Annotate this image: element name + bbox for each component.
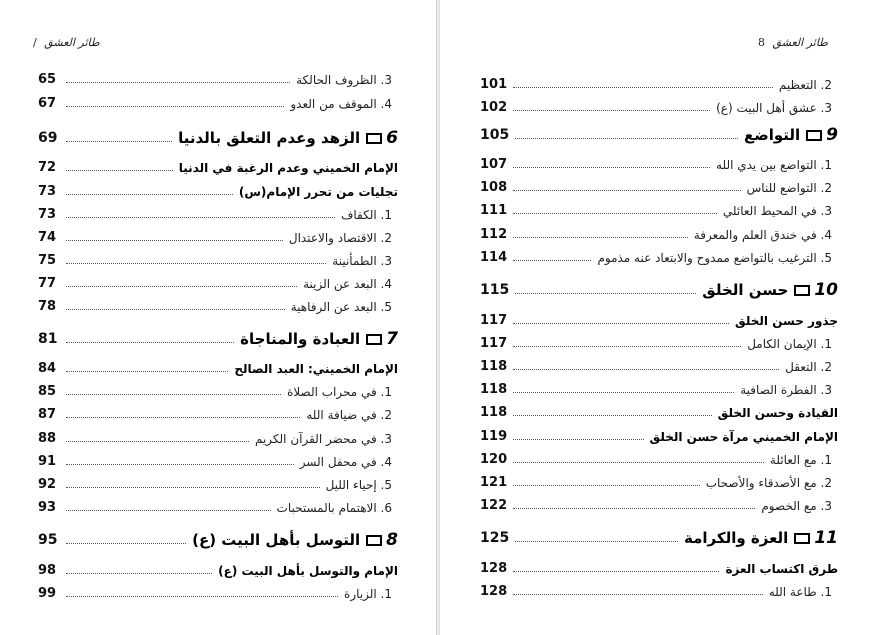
toc-entry[interactable] (480, 336, 838, 351)
dot-leader (515, 138, 738, 139)
toc-page-number: 105 (480, 127, 510, 143)
chapter-box-icon (794, 285, 810, 296)
dot-leader (513, 87, 773, 88)
dot-leader (513, 508, 755, 509)
toc-entry[interactable] (38, 96, 398, 111)
dot-leader (66, 106, 284, 107)
toc-entry-title: 1. مع العائلة (769, 452, 832, 467)
dot-leader (66, 487, 320, 488)
toc-page-number: 121 (480, 475, 508, 490)
toc-page-number: 78 (38, 299, 57, 314)
dot-leader (513, 485, 700, 486)
toc-entry[interactable] (38, 454, 398, 469)
chapter-number: 8 (386, 530, 398, 550)
toc-page-number: 117 (480, 336, 508, 351)
toc-page-number: 81 (38, 331, 58, 347)
chapter-box-icon (794, 533, 810, 544)
toc-entry-title: 1. الزيارة (344, 586, 392, 601)
toc-page-number: 107 (480, 157, 508, 172)
toc-page-number: 99 (38, 586, 57, 601)
chapter-heading (702, 280, 838, 300)
toc-entry[interactable] (480, 498, 838, 513)
toc-entry-title: الإمام والتوسل بأهل البيت (ع) (218, 563, 398, 578)
toc-entry[interactable] (38, 500, 398, 515)
toc-page-number: 91 (38, 454, 57, 469)
toc-entry[interactable] (38, 276, 398, 291)
toc-page-number: 69 (38, 130, 58, 146)
toc-chapter[interactable] (480, 528, 838, 548)
chapter-box-icon (806, 130, 822, 141)
dot-leader (515, 293, 696, 294)
toc-entry-title: 3. في محضر القرآن الكريم (254, 431, 392, 446)
toc-page-number: 87 (38, 407, 57, 422)
running-title: طائر العشق (772, 36, 828, 49)
toc-page-number: 117 (480, 313, 508, 328)
toc-page-number: 122 (480, 498, 508, 513)
toc-entry[interactable] (480, 475, 838, 490)
toc-entry[interactable] (480, 77, 838, 92)
toc-entry-title: 1. الإيمان الكامل (747, 336, 832, 351)
toc-entry-title: 1. التواضع بين يدي الله (716, 157, 832, 172)
toc-entry-title: 1. في محراب الصلاة (287, 384, 392, 399)
toc-entry[interactable] (38, 407, 398, 422)
chapter-heading (178, 128, 398, 148)
toc-entry[interactable] (480, 227, 838, 242)
toc-entry[interactable] (38, 72, 398, 87)
page-number: / (33, 36, 37, 49)
toc-page-number: 114 (480, 250, 508, 265)
toc-list-right (440, 0, 876, 635)
toc-chapter[interactable] (480, 280, 838, 300)
dot-leader (513, 213, 717, 214)
dot-leader (66, 417, 300, 418)
toc-entry-title: طرق اكتساب العزة (725, 561, 838, 576)
toc-entry-title: 3. عشق أهل البيت (ع) (716, 100, 832, 115)
toc-page-number: 74 (38, 230, 57, 245)
toc-entry-title: 3. في المحيط العائلي (722, 203, 832, 218)
chapter-title: التواضع (743, 126, 801, 144)
toc-entry[interactable] (38, 253, 398, 268)
toc-page-number: 101 (480, 77, 508, 92)
toc-entry-title: الإمام الخميني مرآة حسن الخلق (649, 429, 838, 444)
dot-leader (66, 286, 297, 287)
toc-entry[interactable] (480, 452, 838, 467)
toc-chapter[interactable] (38, 530, 398, 550)
toc-entry[interactable] (480, 100, 838, 115)
toc-entry-title: الإمام الخميني: العبد الصالح (234, 361, 398, 376)
page-number: 8 (758, 36, 765, 49)
toc-entry-title: جذور حسن الخلق (735, 313, 838, 328)
toc-entry-title: القيادة وحسن الخلق (717, 405, 838, 420)
toc-page-number: 77 (38, 276, 57, 291)
toc-entry-title: 2. مع الأصدقاء والأصحاب (705, 475, 832, 490)
toc-subheading[interactable] (38, 160, 398, 175)
chapter-heading (684, 528, 838, 548)
dot-leader (513, 594, 763, 595)
chapter-title: الزهد وعدم التعلق بالدنيا (178, 129, 361, 147)
dot-leader (66, 309, 285, 310)
chapter-number: 11 (814, 528, 838, 548)
toc-entry[interactable] (38, 477, 398, 492)
toc-entry-title: 1. طاعة الله (768, 584, 832, 599)
toc-page-number: 72 (38, 160, 57, 175)
toc-entry[interactable] (38, 384, 398, 399)
toc-chapter[interactable] (38, 128, 398, 148)
chapter-box-icon (366, 133, 382, 144)
toc-page-number: 93 (38, 500, 57, 515)
dot-leader (66, 510, 271, 511)
dot-leader (513, 369, 779, 370)
chapter-number: 9 (826, 125, 838, 145)
chapter-heading (744, 125, 838, 145)
toc-chapter[interactable] (38, 329, 398, 349)
chapter-number: 7 (386, 329, 398, 349)
toc-entry-title: 2. التعقل (785, 359, 832, 374)
dot-leader (513, 392, 734, 393)
toc-page-number: 118 (480, 382, 508, 397)
dot-leader (513, 167, 710, 168)
toc-entry-title: 6. الاهتمام بالمستحبات (276, 500, 392, 515)
toc-entry[interactable] (480, 180, 838, 195)
dot-leader (513, 439, 643, 440)
toc-entry-title: 2. الاقتصاد والاعتدال (288, 230, 392, 245)
toc-page-number: 85 (38, 384, 57, 399)
dot-leader (66, 342, 234, 343)
dot-leader (66, 543, 186, 544)
toc-page-number: 111 (480, 203, 508, 218)
toc-entry[interactable] (480, 584, 838, 599)
toc-page-number: 73 (38, 184, 57, 199)
toc-subheading[interactable] (480, 313, 838, 328)
toc-subheading[interactable] (480, 429, 838, 444)
dot-leader (66, 263, 326, 264)
toc-entry-title: 3. مع الخصوم (761, 498, 832, 513)
dot-leader (66, 464, 294, 465)
toc-subheading[interactable] (38, 184, 398, 199)
toc-page-number: 119 (480, 429, 508, 444)
toc-entry-title: 2. التواضع للناس (746, 180, 832, 195)
toc-entry-title: 3. الظروف الحالكة (296, 72, 392, 87)
toc-entry[interactable] (38, 431, 398, 446)
dot-leader (66, 217, 335, 218)
toc-chapter[interactable] (480, 125, 838, 145)
toc-entry-title: 5. البعد عن الرفاهية (290, 299, 392, 314)
toc-page-number: 128 (480, 584, 508, 599)
toc-entry-title: تجليات من تحرر الإمام(س) (238, 184, 398, 199)
dot-leader (66, 441, 249, 442)
toc-page-number: 112 (480, 227, 508, 242)
toc-subheading[interactable] (38, 563, 398, 578)
dot-leader (513, 346, 741, 347)
toc-entry-title: 4. في خندق العلم والمعرفة (693, 227, 832, 242)
toc-page-number: 75 (38, 253, 57, 268)
toc-entry-title: 3. الفطرة الصافية (740, 382, 832, 397)
chapter-number: 10 (814, 280, 838, 300)
dot-leader (513, 260, 591, 261)
toc-entry[interactable] (38, 299, 398, 314)
toc-entry-title: 5. إحياء الليل (325, 477, 392, 492)
running-title: طائر العشق (44, 36, 100, 49)
dot-leader (66, 394, 281, 395)
toc-page-number: 84 (38, 361, 57, 376)
toc-page-number: 98 (38, 563, 57, 578)
chapter-box-icon (366, 535, 382, 546)
toc-entry-title: 2. التعظيم (778, 77, 832, 92)
dot-leader (66, 240, 283, 241)
toc-page-number: 92 (38, 477, 57, 492)
dot-leader (513, 190, 741, 191)
dot-leader (66, 141, 172, 142)
toc-entry[interactable] (38, 586, 398, 601)
dot-leader (513, 323, 729, 324)
dot-leader (513, 462, 764, 463)
toc-entry[interactable] (480, 157, 838, 172)
dot-leader (66, 194, 233, 195)
chapter-title: العزة والكرامة (684, 529, 789, 547)
dot-leader (66, 573, 212, 574)
toc-entry[interactable] (480, 250, 838, 265)
toc-page-number: 67 (38, 96, 57, 111)
toc-entry[interactable] (38, 207, 398, 222)
toc-page-number: 88 (38, 431, 57, 446)
chapter-title: حسن الخلق (702, 281, 789, 299)
chapter-box-icon (366, 334, 382, 345)
toc-page-number: 115 (480, 282, 510, 298)
toc-entry-title: 4. في محفل السر (299, 454, 392, 469)
toc-page-number: 102 (480, 100, 508, 115)
toc-entry-title: 1. الكفاف (340, 207, 392, 222)
toc-entry-title: 5. الترغيب بالتواضع ممدوح والابتعاد عنه مذموم (597, 250, 832, 265)
toc-page-number: 118 (480, 359, 508, 374)
dot-leader (66, 596, 338, 597)
dot-leader (513, 237, 688, 238)
toc-list-left (0, 0, 436, 635)
toc-page-number: 118 (480, 405, 508, 420)
chapter-heading (240, 329, 398, 349)
toc-entry[interactable] (480, 203, 838, 218)
toc-entry[interactable] (480, 359, 838, 374)
dot-leader (66, 170, 173, 171)
toc-page-number: 108 (480, 180, 508, 195)
toc-page-number: 73 (38, 207, 57, 222)
dot-leader (513, 571, 719, 572)
toc-entry-title: الإمام الخميني وعدم الرغبة في الدنيا (178, 160, 398, 175)
toc-subheading[interactable] (480, 561, 838, 576)
toc-entry[interactable] (38, 230, 398, 245)
left-page (0, 0, 436, 635)
toc-page-number: 65 (38, 72, 57, 87)
chapter-title: التوسل بأهل البيت (ع) (192, 531, 361, 549)
dot-leader (515, 541, 678, 542)
chapter-heading (192, 530, 398, 550)
toc-subheading[interactable] (38, 361, 398, 376)
toc-entry-title: 4. البعد عن الزينة (303, 276, 392, 291)
toc-page-number: 120 (480, 452, 508, 467)
dot-leader (66, 82, 290, 83)
toc-subheading[interactable] (480, 405, 838, 420)
dot-leader (66, 371, 228, 372)
dot-leader (513, 415, 712, 416)
chapter-title: العبادة والمناجاة (240, 330, 361, 348)
toc-entry-title: 3. الطمأنينة (332, 253, 392, 268)
toc-entry[interactable] (480, 382, 838, 397)
dot-leader (513, 110, 710, 111)
toc-entry-title: 2. في ضيافة الله (306, 407, 392, 422)
toc-entry-title: 4. الموقف من العدو (290, 96, 392, 111)
toc-page-number: 95 (38, 532, 58, 548)
chapter-number: 6 (386, 128, 398, 148)
right-page (440, 0, 876, 635)
toc-page-number: 128 (480, 561, 508, 576)
toc-page-number: 125 (480, 530, 510, 546)
